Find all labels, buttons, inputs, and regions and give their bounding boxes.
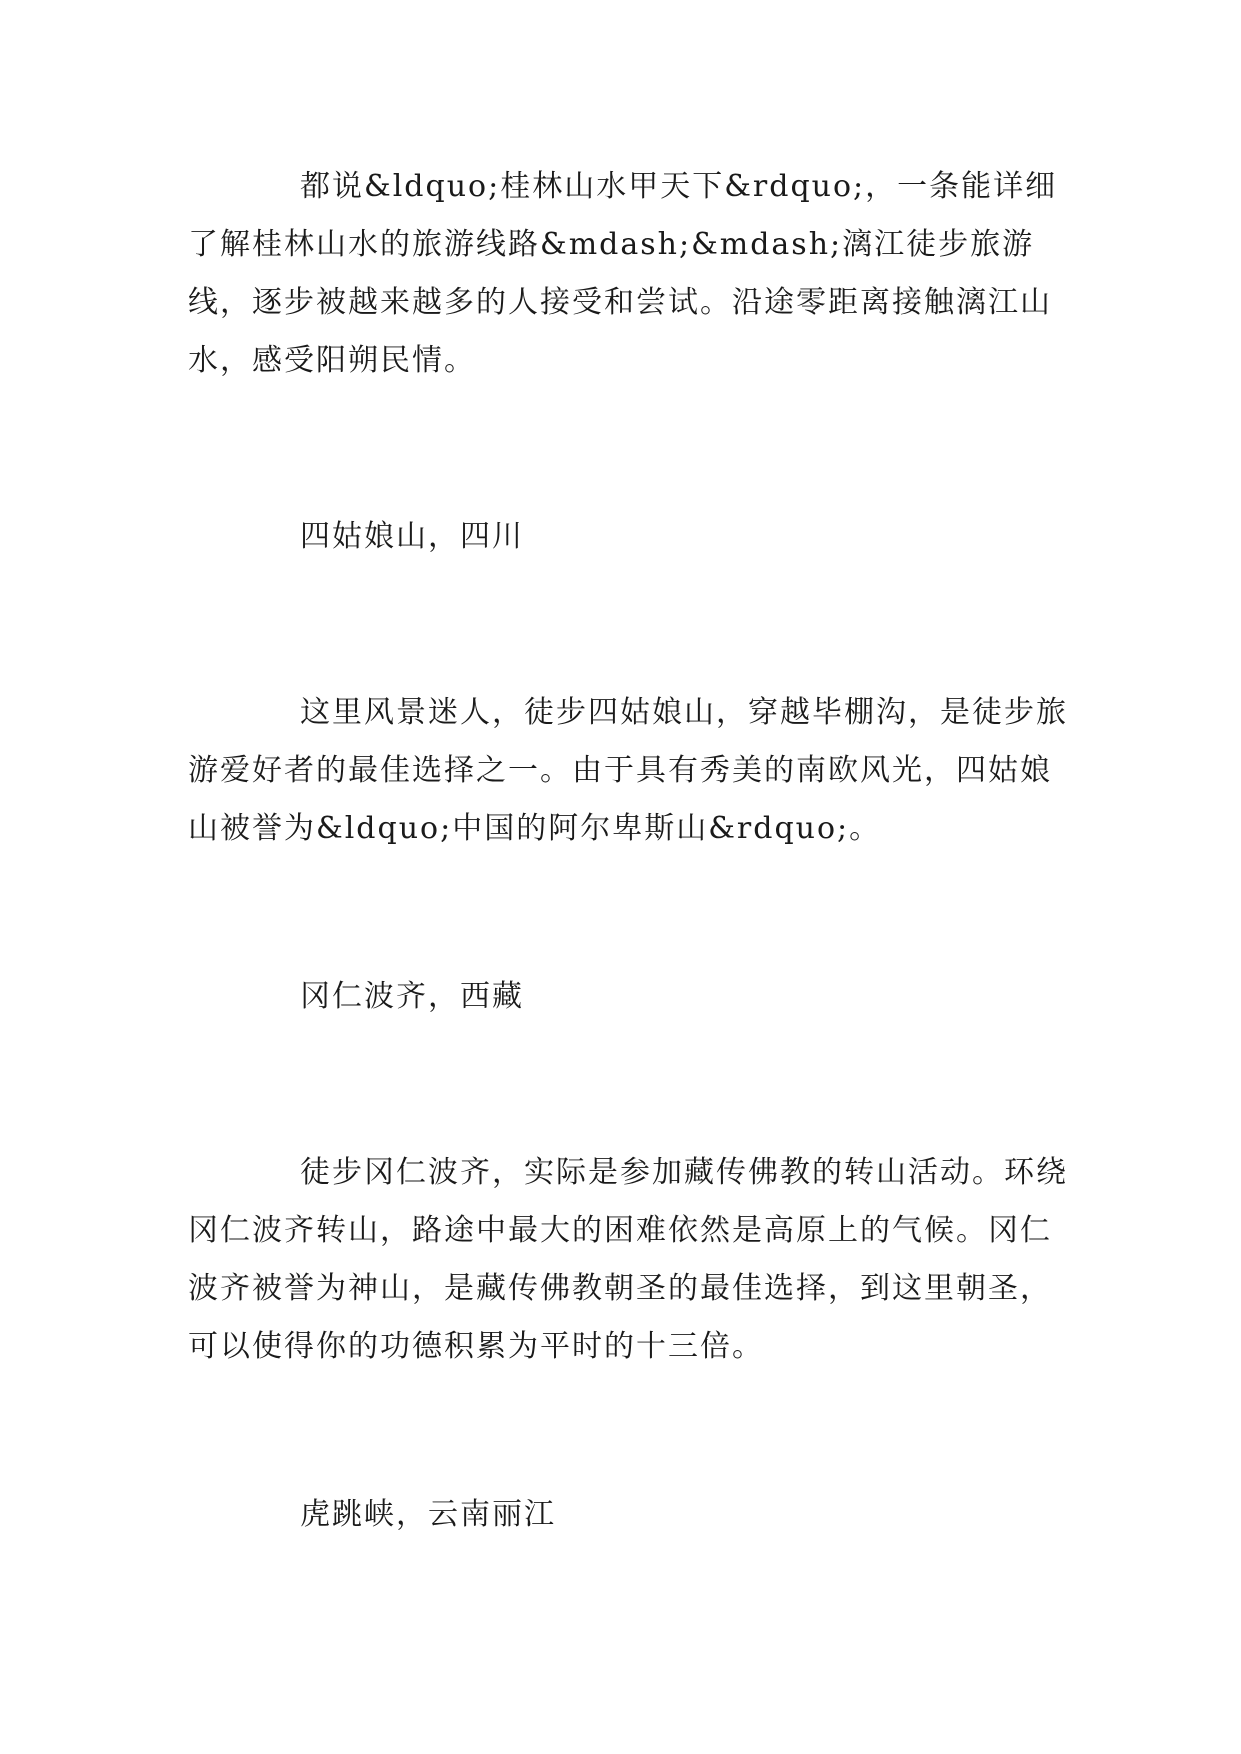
section-heading-kailash: 冈仁波齐，西藏: [300, 979, 524, 1014]
section-heading-siguniang: 四姑娘山，四川: [300, 519, 524, 554]
paragraph-kailash: 徒步冈仁波齐，实际是参加藏传佛教的转山活动。环绕冈仁波齐转山，路途中最大的困难依然是高原上的气候。冈仁波齐被誉为神山，是藏传佛教朝圣的最佳选择，到这里朝圣，可以使得你的功德积累为平时的十三倍。: [188, 1155, 1068, 1364]
paragraph-guilin: 都说&ldquo;桂林山水甲天下&rdquo;，一条能详细了解桂林山水的旅游线路&mdash;&mdash;漓江徒步旅游线，逐步被越来越多的人接受和尝试。沿途零距离接触漓江山水，感受阳朔民情。: [188, 169, 1058, 378]
section-heading-tiger-leaping-gorge: 虎跳峡，云南丽江: [300, 1497, 556, 1532]
paragraph-siguniang: 这里风景迷人，徒步四姑娘山，穿越毕棚沟，是徒步旅游爱好者的最佳选择之一。由于具有秀美的南欧风光，四姑娘山被誉为&ldquo;中国的阿尔卑斯山&rdquo;。: [188, 695, 1068, 846]
